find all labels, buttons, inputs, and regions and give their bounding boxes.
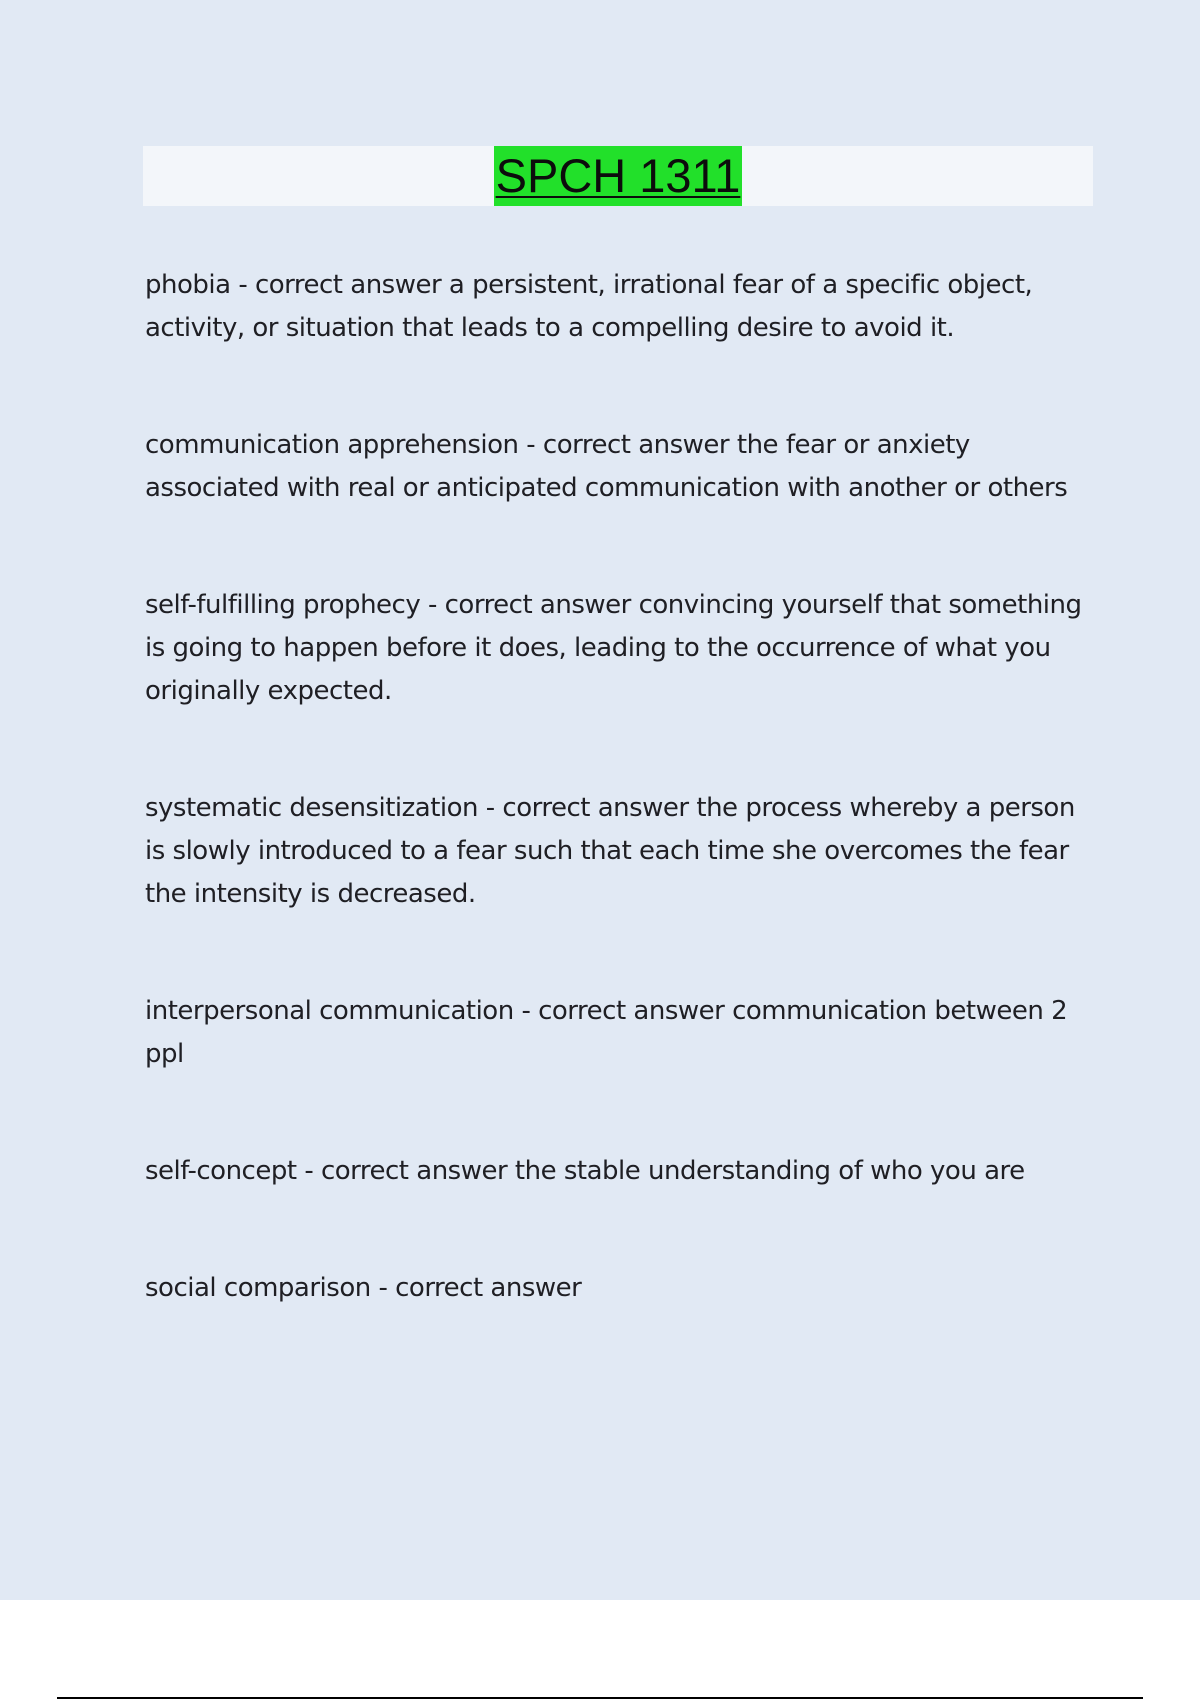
page-title-text: SPCH 1311 bbox=[494, 146, 743, 206]
flashcard-entry-self-fulfilling-prophecy: self-fulfilling prophecy - correct answer convincing yourself that something is going to happen before it does, leading to the occurrence of what you originally expected. bbox=[145, 590, 1082, 706]
title-band bbox=[143, 146, 1093, 206]
flashcard-entry-phobia: phobia - correct answer a persistent, irrational fear of a specific object, activity, or situation that leads to a compelling desire to avoid it. bbox=[145, 270, 1033, 343]
footer-divider bbox=[57, 1697, 1143, 1699]
flashcard-entry-systematic-desensitization: systematic desensitization - correct answer the process whereby a person is slowly introduced to a fear such that each time she overcomes the fear the intensity is decreased. bbox=[145, 793, 1075, 909]
flashcard-entry-communication-apprehension: communication apprehension - correct answer the fear or anxiety associated with real or anticipated communication with another or others bbox=[145, 430, 1068, 503]
page-title bbox=[143, 146, 1093, 206]
flashcard-list bbox=[145, 264, 1095, 1384]
flashcard-entry-interpersonal-communication: interpersonal communication - correct answer communication between 2 ppl bbox=[145, 996, 1068, 1069]
flashcard-entry-social-comparison: social comparison - correct answer bbox=[145, 1273, 582, 1303]
flashcard-entry-self-concept: self-concept - correct answer the stable understanding of who you are bbox=[145, 1156, 1025, 1186]
